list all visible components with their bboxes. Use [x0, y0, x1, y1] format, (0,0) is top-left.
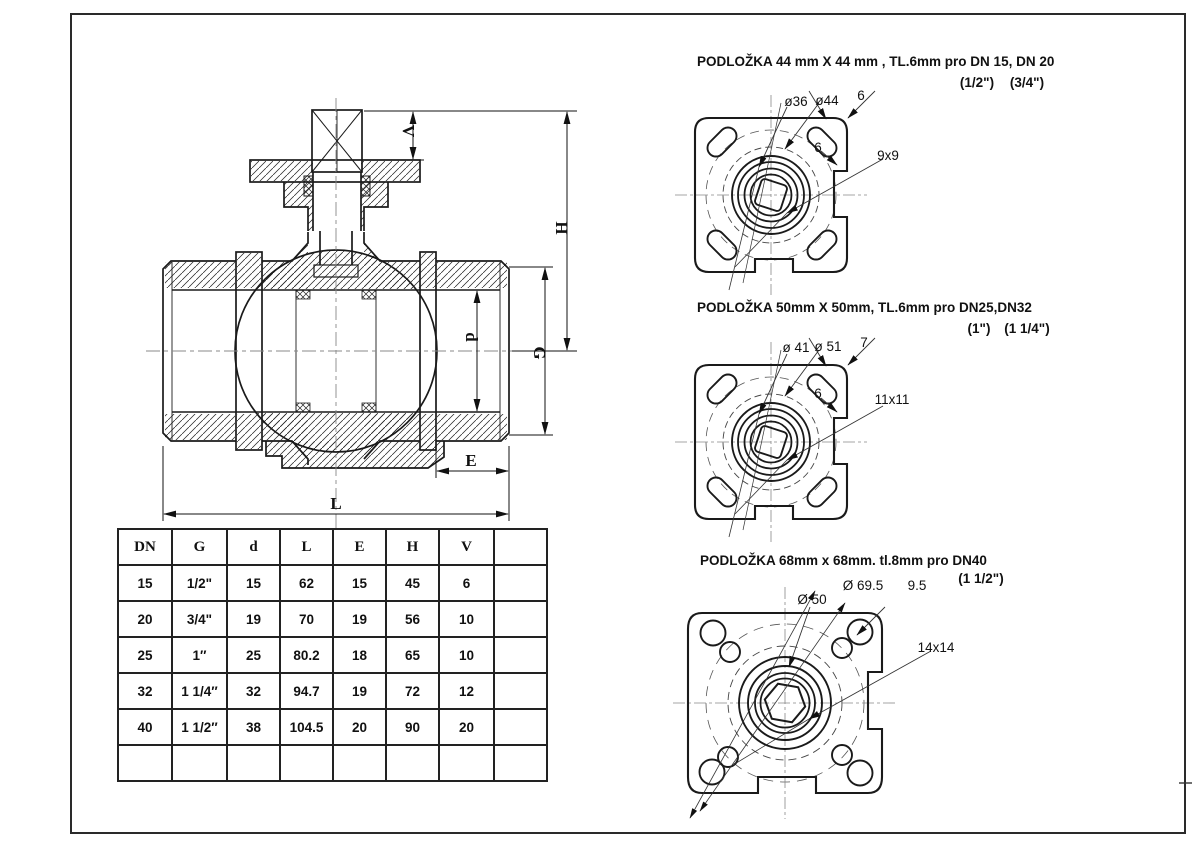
table-cell: 1 1/4″	[172, 673, 227, 709]
table-cell-empty	[172, 745, 227, 781]
header-g: G	[172, 529, 227, 565]
flange2-dim-hole: 11x11	[874, 392, 910, 407]
table-cell: 15	[333, 565, 386, 601]
table-header-row	[118, 529, 547, 565]
table-cell: 10	[439, 637, 494, 673]
table-cell: 94.7	[280, 673, 333, 709]
header-v: V	[439, 529, 494, 565]
flange1-sub-b: (3/4")	[1009, 75, 1045, 90]
table-cell-empty	[494, 637, 547, 673]
table-cell-empty	[333, 745, 386, 781]
dim-label-d: d	[462, 332, 481, 342]
table-cell-empty	[280, 745, 333, 781]
table-cell: 1″	[172, 637, 227, 673]
table-cell: 6	[439, 565, 494, 601]
flange2-sub-a: (1")	[967, 321, 991, 336]
table-cell: 56	[386, 601, 439, 637]
dim-label-G: G	[530, 346, 549, 360]
header-h: H	[386, 529, 439, 565]
table-cell: 65	[386, 637, 439, 673]
table-cell: 19	[333, 601, 386, 637]
flange1-dim-thickness: 6	[857, 88, 865, 103]
header-d: d	[227, 529, 280, 565]
table-cell: 62	[280, 565, 333, 601]
table-cell: 25	[227, 637, 280, 673]
table-cell: 12	[439, 673, 494, 709]
table-cell: 70	[280, 601, 333, 637]
table-cell: 15	[227, 565, 280, 601]
table-cell: 1/2"	[172, 565, 227, 601]
flange3-title: PODLOŽKA 68mm x 68mm. tl.8mm pro DN40	[700, 553, 987, 568]
dim-label-E: E	[465, 451, 477, 470]
dimension-table	[117, 528, 548, 782]
table-cell-empty	[494, 565, 547, 601]
table-row-dn40	[118, 709, 547, 745]
table-cell: 90	[386, 709, 439, 745]
table-row-dn25	[118, 637, 547, 673]
header-l: L	[280, 529, 333, 565]
table-row-empty	[118, 745, 547, 781]
table-cell: 32	[118, 673, 172, 709]
table-cell: 25	[118, 637, 172, 673]
table-cell: 3/4"	[172, 601, 227, 637]
table-cell: 20	[118, 601, 172, 637]
table-cell: 18	[333, 637, 386, 673]
table-cell: 72	[386, 673, 439, 709]
table-cell-empty	[118, 745, 172, 781]
flange3-dim-d2: Ø 69.5	[842, 578, 884, 593]
table-cell: 1 1/2″	[172, 709, 227, 745]
flange3-dim-d1: Ø 50	[797, 592, 827, 607]
flange-drawing-dn15-dn20	[675, 88, 899, 295]
flange-drawing-dn40	[673, 578, 955, 819]
flange1-dim-d1: ø36	[784, 94, 808, 109]
table-cell: 19	[227, 601, 280, 637]
dim-label-V: V	[399, 124, 418, 138]
flange2-sub-b: (1 1/4")	[1004, 321, 1050, 336]
flange3-dim-hole: 14x14	[917, 640, 955, 655]
header-e: E	[333, 529, 386, 565]
table-cell-empty	[494, 601, 547, 637]
flange2-title: PODLOŽKA 50mm X 50mm, TL.6mm pro DN25,DN32	[697, 300, 1032, 315]
table-cell-empty	[227, 745, 280, 781]
table-cell: 40	[118, 709, 172, 745]
flange1-dim-d2: ø44	[815, 93, 839, 108]
table-cell-empty	[494, 709, 547, 745]
flange1-dim-hole: 9x9	[877, 148, 899, 163]
table-row-dn32	[118, 673, 547, 709]
flange2-dim-thickness: 7	[860, 335, 868, 350]
table-cell-empty	[439, 745, 494, 781]
flange2-dim-slot-width: 6	[814, 386, 822, 401]
table-cell: 19	[333, 673, 386, 709]
table-row-dn20	[118, 601, 547, 637]
table-row-dn15	[118, 565, 547, 601]
flange3-sub-a: (1 1/2")	[958, 571, 1004, 586]
header-dn: DN	[118, 529, 172, 565]
table-cell: 104.5	[280, 709, 333, 745]
table-cell: 38	[227, 709, 280, 745]
dim-label-L: L	[330, 494, 342, 513]
table-cell: 45	[386, 565, 439, 601]
dim-label-H: H	[552, 221, 571, 235]
table-cell: 15	[118, 565, 172, 601]
table-cell-empty	[494, 745, 547, 781]
table-cell: 20	[439, 709, 494, 745]
table-cell: 20	[333, 709, 386, 745]
table-cell: 10	[439, 601, 494, 637]
flange-drawing-dn25-dn32	[675, 335, 909, 542]
table-cell: 32	[227, 673, 280, 709]
table-cell-empty	[494, 673, 547, 709]
flange1-sub-a: (1/2")	[959, 75, 995, 90]
flange2-dim-d2: ø 51	[814, 339, 842, 354]
flange2-dim-d1: ø 41	[782, 340, 810, 355]
flange3-dim-thickness: 9.5	[907, 578, 927, 593]
flange1-dim-slot-width: 6	[814, 140, 822, 155]
table-cell: 80.2	[280, 637, 333, 673]
header-empty	[494, 529, 547, 565]
flange1-title: PODLOŽKA 44 mm X 44 mm , TL.6mm pro DN 15, DN 20	[697, 54, 1055, 69]
valve-section-drawing	[146, 98, 577, 530]
table-cell-empty	[386, 745, 439, 781]
